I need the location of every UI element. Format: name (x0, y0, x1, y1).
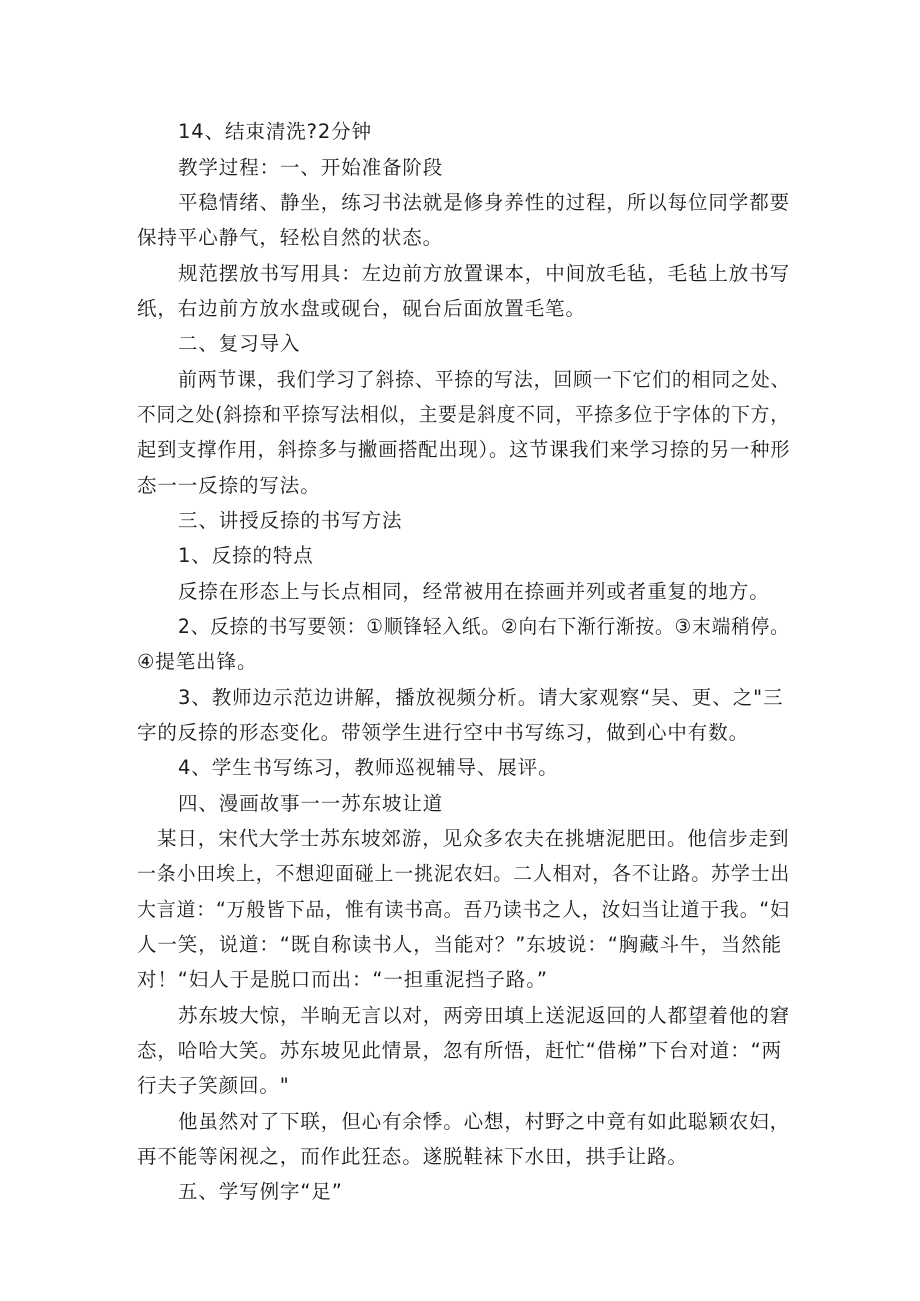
text-line: 他虽然对了下联，但心有余悸。心想，村野之中竟有如此聪颖农妇， (178, 1110, 791, 1133)
text-line: 人一笑，说道：“既自称读书人，当能对？”东坡说：“胸藏斗牛，当然能 (137, 933, 783, 956)
text-line: 态，哈哈大笑。苏东坡见此情景，忽有所悟，赶忙“借梯”下台对道：“两 (137, 1039, 783, 1062)
text-line: ④提笔出锋。 (137, 650, 258, 673)
text-line: 教学过程：一、开始准备阶段 (178, 156, 444, 179)
section-heading: 四、漫画故事一一苏东坡让道 (178, 792, 444, 815)
text-line: 保持平心静气，轻松自然的状态。 (137, 226, 444, 249)
text-line: 纸，右边前方放水盘或砚台，砚台后面放置毛笔。 (137, 297, 586, 320)
text-line: 4、学生书写练习，教师巡视辅导、展评。 (178, 756, 559, 779)
text-line: 行夫子笑颜回。" (137, 1074, 290, 1097)
text-line: 平稳情绪、静坐，练习书法就是修身养性的过程，所以每位同学都要 (178, 191, 791, 214)
text-line: 2、反捺的书写要领：①顺锋轻入纸。②向右下渐行渐按。③末端稍停。 (178, 615, 790, 638)
text-line: 对！“妇人于是脱口而出：“一担重泥挡子路。” (137, 968, 548, 991)
text-line: 不同之处(斜捺和平捺写法相似，主要是斜度不同，平捺多位于字体的下方， (137, 403, 790, 426)
text-line: 某日，宋代大学士苏东坡郊游，见众多农夫在挑塘泥肥田。他信步走到 (157, 827, 790, 850)
text-line: 态一一反捺的写法。 (137, 474, 321, 497)
text-line: 大言道：“万般皆下品，惟有读书高。吾乃读书之人，汝妇当让道于我。“妇 (137, 898, 790, 921)
section-heading: 三、讲授反捺的书写方法 (178, 509, 403, 532)
text-line: 14、结束清洗?2分钟 (178, 120, 372, 143)
text-line: 1、反捺的特点 (178, 544, 314, 567)
text-line: 起到支撑作用，斜捺多与撇画搭配出现）。这节课我们来学习捺的另一种形 (137, 438, 791, 461)
section-heading: 二、复习导入 (178, 332, 301, 355)
text-line: 前两节课，我们学习了斜捺、平捺的写法，回顾一下它们的相同之处、 (178, 368, 791, 391)
text-line: 3、教师边示范边讲解，播放视频分析。请大家观察“吴、更、之"三 (178, 686, 784, 709)
text-line: 苏东坡大惊，半晌无言以对，两旁田填上送泥返回的人都望着他的窘 (178, 1004, 791, 1027)
text-line: 一条小田埃上，不想迎面碰上一挑泥农妇。二人相对，各不让路。苏学士出 (137, 862, 791, 885)
section-heading: 五、学写例字“足” (178, 1180, 343, 1203)
text-line: 反捺在形态上与长点相同，经常被用在捺画并列或者重复的地方。 (178, 580, 770, 603)
text-line: 字的反捺的形态变化。带领学生进行空中书写练习，做到心中有数。 (137, 721, 750, 744)
text-line: 规范摆放书写用具：左边前方放置课本，中间放毛毡，毛毡上放书写 (178, 262, 791, 285)
text-line: 再不能等闲视之，而作此狂态。遂脱鞋袜下水田，拱手让路。 (137, 1145, 688, 1168)
